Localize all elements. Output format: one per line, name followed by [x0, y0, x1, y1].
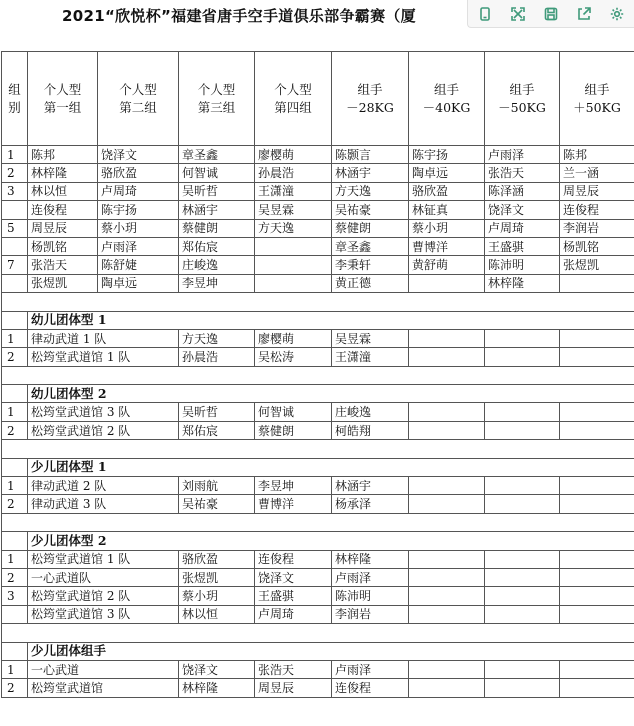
empty-cell [560, 605, 634, 623]
member-name: 廖樱萌 [255, 329, 332, 347]
header-cell [28, 52, 98, 146]
athlete-name: 连俊程 [560, 201, 634, 219]
empty-cell [560, 587, 634, 605]
team-name: 律动武道 3 队 [28, 495, 179, 513]
table-row [2, 679, 634, 697]
athlete-name: 卢周琦 [98, 182, 179, 200]
header-cell [255, 52, 332, 146]
athlete-name: 饶泽文 [485, 201, 560, 219]
header-text: 组手 [509, 81, 535, 97]
member-name: 柯皓翔 [332, 421, 409, 439]
section-spacer [2, 458, 28, 476]
empty-cell [409, 550, 485, 568]
member-name: 陈沛明 [332, 587, 409, 605]
member-name: 饶泽文 [255, 568, 332, 586]
empty-cell [409, 348, 485, 366]
team-name: 松筠堂武道馆 2 队 [28, 421, 179, 439]
group-number: 3 [2, 182, 28, 200]
member-name: 饶泽文 [179, 660, 255, 678]
team-name: 律动武道 2 队 [28, 477, 179, 495]
athlete-name: 章圣鑫 [332, 237, 409, 255]
team-name: 松筠堂武道馆 3 队 [28, 605, 179, 623]
member-name: 王潇潼 [332, 348, 409, 366]
member-name: 吴松涛 [255, 348, 332, 366]
member-name: 吴祐豪 [179, 495, 255, 513]
header-text: 组手 [433, 81, 459, 97]
empty-cell [409, 679, 485, 697]
viewer-toolbar [467, 0, 634, 28]
member-name: 曹博洋 [255, 495, 332, 513]
athlete-name: 张煜凯 [28, 274, 98, 292]
member-name: 何智诚 [255, 403, 332, 421]
athlete-name: 周昱辰 [28, 219, 98, 237]
athlete-name: 蔡健朗 [179, 219, 255, 237]
group-number: 1 [2, 146, 28, 164]
header-cell [409, 52, 485, 146]
athlete-name: 兰一涵 [560, 164, 634, 182]
header-text: 组手 [584, 81, 610, 97]
athlete-name: 庄峻逸 [179, 256, 255, 274]
section-header-row [2, 311, 634, 329]
empty-cell [409, 495, 485, 513]
blank-cell [2, 293, 634, 311]
athlete-name: 饶泽文 [98, 146, 179, 164]
blank-cell [2, 366, 634, 384]
section-spacer [2, 532, 28, 550]
athlete-name [409, 274, 485, 292]
rank-number: 1 [2, 329, 28, 347]
athlete-name: 黄舒萌 [409, 256, 485, 274]
header-text: 第三组 [197, 99, 236, 115]
member-name: 林以恒 [179, 605, 255, 623]
athlete-name: 李润岩 [560, 219, 634, 237]
empty-cell [409, 605, 485, 623]
athlete-name: 张浩天 [485, 164, 560, 182]
athlete-name: 黄正德 [332, 274, 409, 292]
member-name: 林梓隆 [332, 550, 409, 568]
table-row [2, 403, 634, 421]
athlete-name: 李秉轩 [332, 256, 409, 274]
section-header-row [2, 532, 634, 550]
member-name: 杨承泽 [332, 495, 409, 513]
team-name: 一心武道 [28, 660, 179, 678]
section-spacer [2, 385, 28, 403]
athlete-name: 蔡健朗 [332, 219, 409, 237]
group-number: 5 [2, 219, 28, 237]
empty-cell [560, 421, 634, 439]
table-row [2, 274, 634, 292]
athlete-name: 卢雨泽 [98, 237, 179, 255]
team-name: 一心武道队 [28, 568, 179, 586]
section-title: 少儿团体型 1 [28, 458, 634, 476]
empty-cell [409, 587, 485, 605]
athlete-name: 孙晨浩 [255, 164, 332, 182]
athlete-name: 陈宇扬 [98, 201, 179, 219]
athlete-name: 林钲真 [409, 201, 485, 219]
empty-cell [560, 477, 634, 495]
table-row [2, 237, 634, 255]
athlete-name: 张煜凯 [560, 256, 634, 274]
athlete-name: 卢雨泽 [485, 146, 560, 164]
empty-cell [485, 679, 560, 697]
athlete-name: 陈沛明 [485, 256, 560, 274]
team-name: 松筠堂武道馆 1 队 [28, 550, 179, 568]
athlete-name: 陈颢言 [332, 146, 409, 164]
section-spacer [2, 642, 28, 660]
table-row [2, 660, 634, 678]
athlete-name: 章圣鑫 [179, 146, 255, 164]
member-name: 连俊程 [255, 550, 332, 568]
athlete-name: 骆欣盈 [409, 182, 485, 200]
header-row [2, 52, 634, 146]
athlete-name: 林以恒 [28, 182, 98, 200]
empty-cell [485, 605, 560, 623]
empty-cell [409, 421, 485, 439]
empty-cell [560, 329, 634, 347]
empty-cell [560, 550, 634, 568]
athlete-name: 李昱坤 [179, 274, 255, 292]
table-row [2, 164, 634, 182]
table-row [2, 495, 634, 513]
athlete-name: 廖樱萌 [255, 146, 332, 164]
member-name: 卢雨泽 [332, 568, 409, 586]
member-name: 王盛骐 [255, 587, 332, 605]
section-header-row [2, 642, 634, 660]
empty-cell [485, 660, 560, 678]
empty-cell [409, 329, 485, 347]
section-title: 幼儿团体型 2 [28, 385, 634, 403]
table-row [2, 348, 634, 366]
table-row [2, 421, 634, 439]
athlete-name: 周昱辰 [560, 182, 634, 200]
athlete-name: 林涵宇 [332, 164, 409, 182]
rank-number: 2 [2, 679, 28, 697]
section-title: 少儿团体组手 [28, 642, 634, 660]
athlete-name: 林梓隆 [485, 274, 560, 292]
athlete-name [255, 237, 332, 255]
header-text: 个人型 [119, 81, 157, 97]
rank-number: 1 [2, 550, 28, 568]
group-number: 7 [2, 256, 28, 274]
blank-row [2, 293, 634, 311]
header-text: 组 [8, 81, 21, 97]
header-cell [485, 52, 560, 146]
settings-icon[interactable] [606, 3, 628, 25]
athlete-name: 曹博洋 [409, 237, 485, 255]
table-row [2, 256, 634, 274]
athlete-name: 郑佑宸 [179, 237, 255, 255]
empty-cell [560, 348, 634, 366]
athlete-name: 王盛骐 [485, 237, 560, 255]
athlete-name: 陈泽涵 [485, 182, 560, 200]
header-text: 第一组 [43, 99, 82, 115]
table-row [2, 587, 634, 605]
athlete-name: 方天逸 [332, 182, 409, 200]
table-row [2, 477, 634, 495]
table-row [2, 605, 634, 623]
section-spacer [2, 311, 28, 329]
athlete-name: 陶卓远 [409, 164, 485, 182]
athlete-name: 吴昱霖 [255, 201, 332, 219]
athlete-name: 蔡小玥 [409, 219, 485, 237]
athlete-name: 陈宇扬 [409, 146, 485, 164]
header-text: 别 [8, 99, 21, 115]
header-text: 个人型 [197, 81, 236, 97]
group-number [2, 237, 28, 255]
header-cell [332, 52, 409, 146]
empty-cell [409, 660, 485, 678]
athlete-name: 杨凯铭 [28, 237, 98, 255]
blank-cell [2, 513, 634, 531]
athlete-name: 陈邦 [560, 146, 634, 164]
header-text: －28KG [346, 99, 394, 115]
team-name: 松筠堂武道馆 1 队 [28, 348, 179, 366]
table-row [2, 568, 634, 586]
member-name: 林涵宇 [332, 477, 409, 495]
table-row [2, 146, 634, 164]
header-cell [2, 52, 28, 146]
member-name: 卢雨泽 [332, 660, 409, 678]
member-name: 孙晨浩 [179, 348, 255, 366]
blank-row [2, 440, 634, 458]
athlete-name: 王潇潼 [255, 182, 332, 200]
athlete-name [255, 274, 332, 292]
blank-row [2, 366, 634, 384]
header-text: －40KG [422, 99, 471, 115]
header-text: ＋50KG [573, 99, 621, 115]
member-name: 蔡健朗 [255, 421, 332, 439]
member-name: 周昱辰 [255, 679, 332, 697]
section-header-row [2, 458, 634, 476]
athlete-name: 何智诚 [179, 164, 255, 182]
empty-cell [485, 348, 560, 366]
empty-cell [560, 495, 634, 513]
member-name: 张煜凯 [179, 568, 255, 586]
header-cell [560, 52, 634, 146]
share-icon[interactable] [573, 3, 595, 25]
blank-row [2, 624, 634, 642]
athlete-name [560, 274, 634, 292]
blank-cell [2, 440, 634, 458]
empty-cell [485, 329, 560, 347]
header-text: －50KG [498, 99, 546, 115]
header-text: 组手 [357, 81, 383, 97]
empty-cell [560, 568, 634, 586]
team-name: 松筠堂武道馆 3 队 [28, 403, 179, 421]
athlete-name: 连俊程 [28, 201, 98, 219]
team-name: 松筠堂武道馆 [28, 679, 179, 697]
member-name: 林梓隆 [179, 679, 255, 697]
rank-number: 2 [2, 495, 28, 513]
athlete-name: 蔡小玥 [98, 219, 179, 237]
member-name: 方天逸 [179, 329, 255, 347]
athlete-name: 吴祐豪 [332, 201, 409, 219]
member-name: 刘雨航 [179, 477, 255, 495]
athlete-name: 方天逸 [255, 219, 332, 237]
empty-cell [485, 403, 560, 421]
member-name: 张浩天 [255, 660, 332, 678]
header-text: 个人型 [43, 81, 82, 97]
empty-cell [560, 403, 634, 421]
member-name: 李润岩 [332, 605, 409, 623]
team-name: 松筠堂武道馆 2 队 [28, 587, 179, 605]
rank-number [2, 605, 28, 623]
empty-cell [485, 495, 560, 513]
athlete-name: 杨凯铭 [560, 237, 634, 255]
athlete-name: 林梓隆 [28, 164, 98, 182]
athlete-name: 骆欣盈 [98, 164, 179, 182]
member-name: 李昱坤 [255, 477, 332, 495]
section-title: 幼儿团体型 1 [28, 311, 634, 329]
header-text: 第四组 [274, 99, 312, 115]
rank-number: 2 [2, 568, 28, 586]
results-table [1, 51, 634, 698]
rank-number: 2 [2, 421, 28, 439]
athlete-name: 陈舒婕 [98, 256, 179, 274]
header-cell [98, 52, 179, 146]
table-row [2, 329, 634, 347]
section-title: 少儿团体型 2 [28, 532, 634, 550]
table-row [2, 182, 634, 200]
save-icon[interactable] [540, 3, 562, 25]
blank-row [2, 513, 634, 531]
member-name: 郑佑宸 [179, 421, 255, 439]
athlete-name: 吴昕哲 [179, 182, 255, 200]
rank-number: 1 [2, 660, 28, 678]
member-name: 卢周琦 [255, 605, 332, 623]
athlete-name: 陶卓远 [98, 274, 179, 292]
athlete-name: 林涵宇 [179, 201, 255, 219]
table-row [2, 219, 634, 237]
athlete-name: 陈邦 [28, 146, 98, 164]
athlete-name: 卢周琦 [485, 219, 560, 237]
rank-number: 3 [2, 587, 28, 605]
fullscreen-icon[interactable] [507, 3, 529, 25]
empty-cell [560, 660, 634, 678]
blank-cell [2, 624, 634, 642]
empty-cell [485, 550, 560, 568]
page-icon[interactable] [474, 3, 496, 25]
empty-cell [485, 421, 560, 439]
empty-cell [560, 679, 634, 697]
member-name: 庄峻逸 [332, 403, 409, 421]
athlete-name [255, 256, 332, 274]
member-name: 吴昕哲 [179, 403, 255, 421]
group-number: 2 [2, 164, 28, 182]
member-name: 连俊程 [332, 679, 409, 697]
empty-cell [409, 477, 485, 495]
header-text: 个人型 [274, 81, 312, 97]
header-text: 第二组 [119, 99, 157, 115]
table-row [2, 550, 634, 568]
header-cell [179, 52, 255, 146]
group-number [2, 274, 28, 292]
group-number [2, 201, 28, 219]
empty-cell [409, 403, 485, 421]
rank-number: 2 [2, 348, 28, 366]
section-header-row [2, 385, 634, 403]
member-name: 蔡小玥 [179, 587, 255, 605]
rank-number: 1 [2, 403, 28, 421]
member-name: 骆欣盈 [179, 550, 255, 568]
empty-cell [485, 477, 560, 495]
member-name: 吴昱霖 [332, 329, 409, 347]
athlete-name: 张浩天 [28, 256, 98, 274]
empty-cell [485, 568, 560, 586]
empty-cell [485, 587, 560, 605]
table-row [2, 201, 634, 219]
rank-number: 1 [2, 477, 28, 495]
document-title: 2021“欣悦杯”福建省唐手空手道俱乐部争霸赛（厦 [62, 7, 416, 25]
team-name: 律动武道 1 队 [28, 329, 179, 347]
empty-cell [409, 568, 485, 586]
